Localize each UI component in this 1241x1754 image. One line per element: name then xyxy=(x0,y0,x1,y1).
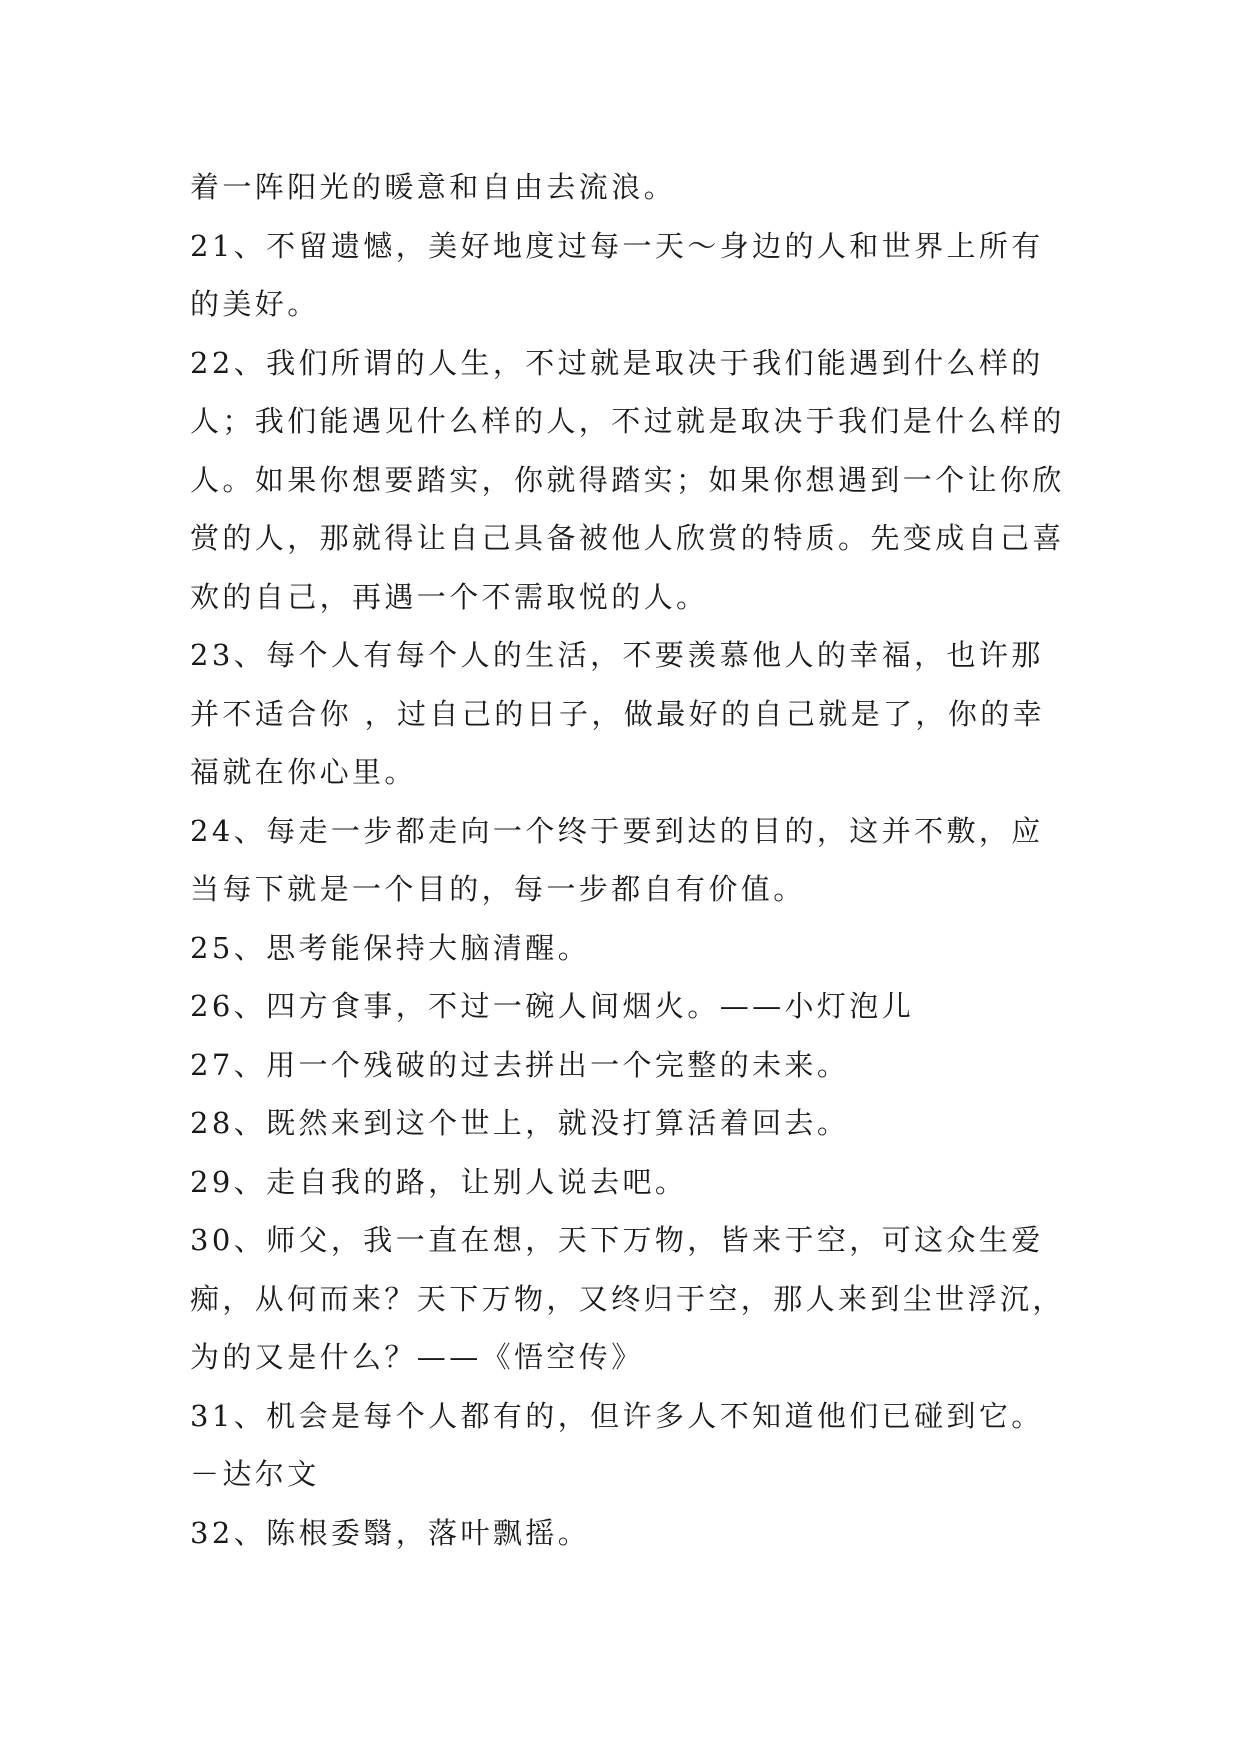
quote-item-27: 27、用一个残破的过去拼出一个完整的未来。 xyxy=(190,1047,850,1082)
quote-item-30: 30、师父，我一直在想，天下万物，皆来于空，可这众生爱痴，从何而来？天下万物，又终归于空，那人来到尘世浮沉，为的又是什么？——《悟空传》 xyxy=(190,1223,1065,1374)
quote-item-23: 23、每个人有每个人的生活，不要羡慕他人的幸福，也许那并不适合你 ，过自己的日子，做最好的自己就是了，你的幸福就在你心里。 xyxy=(190,638,1046,789)
quote-item-29: 29、走自我的路，让别人说去吧。 xyxy=(190,1164,688,1199)
quote-item-25: 25、思考能保持大脑清醒。 xyxy=(190,930,591,965)
quote-item-32: 32、陈根委翳，落叶飘摇。 xyxy=(190,1515,591,1550)
quote-item-28: 28、既然来到这个世上，就没打算活着回去。 xyxy=(190,1106,850,1140)
quote-item-24: 24、每走一步都走向一个终于要到达的目的，这并不敷，应当每下就是一个目的，每一步都自有价值。 xyxy=(190,813,1044,906)
document-body xyxy=(190,158,1070,1562)
quote-item-22: 22、我们所谓的人生，不过就是取决于我们能遇到什么样的人；我们能遇见什么样的人，不过就是取决于我们是什么样的人。如果你想要踏实，你就得踏实；如果你想遇到一个让你欣赏的人，那就得让自己具备被他人欣赏的特质。先变成自己喜欢的自己，再遇一个不需取悦的人。 xyxy=(190,345,1065,614)
quote-item-31: 31、机会是每个人都有的，但许多人不知道他们已碰到它。－达尔文 xyxy=(190,1398,1044,1491)
quote-item-21: 21、不留遗憾，美好地度过每一天～身边的人和世界上所有的美好。 xyxy=(190,228,1044,321)
paragraph-continuation: 着一阵阳光的暖意和自由去流浪。 xyxy=(190,170,677,204)
quote-item-26: 26、四方食事，不过一碗人间烟火。——小灯泡儿 xyxy=(190,989,915,1023)
